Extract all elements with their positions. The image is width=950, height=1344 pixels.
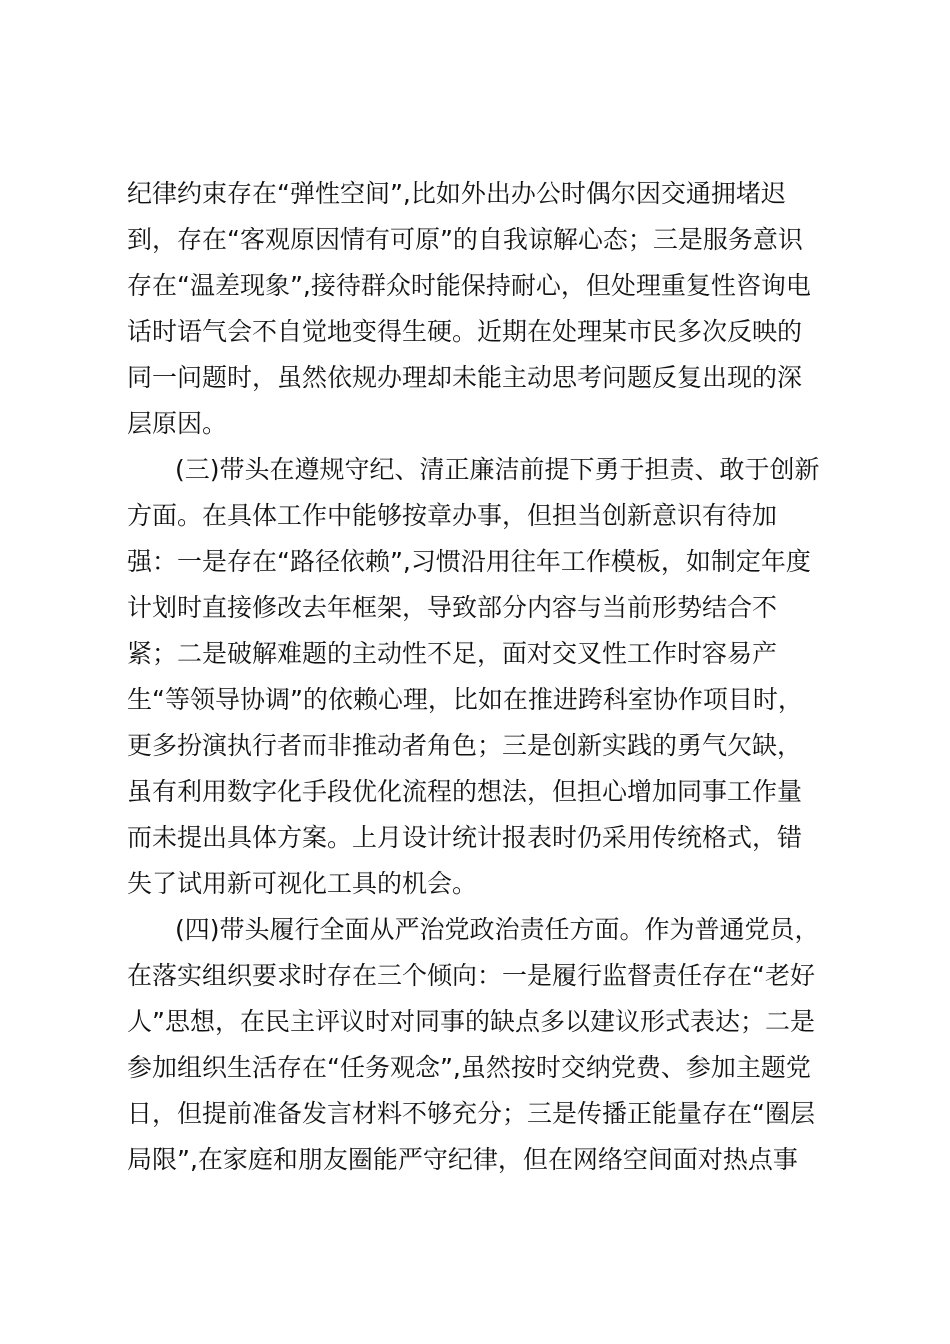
text-line: 日，但提前准备发言材料不够充分；三是传播正能量存在“圈层	[127, 1099, 815, 1128]
text-line: 虽有利用数字化手段优化流程的想法，但担心增加同事工作量	[127, 777, 803, 806]
text-line: 人”思想，在民主评议时对同事的缺点多以建议形式表达；二是	[127, 1007, 815, 1036]
text-line: 方面。在具体工作中能够按章办事，但担当创新意识有待加	[127, 501, 778, 530]
text-line: 更多扮演执行者而非推动者角色；三是创新实践的勇气欠缺，	[127, 731, 803, 760]
text-line: 而未提出具体方案。上月设计统计报表时仍采用传统格式，错	[127, 823, 803, 852]
text-line: 话时语气会不自觉地变得生硬。近期在处理某市民多次反映的	[127, 317, 803, 346]
text-line: 层原因。	[127, 409, 228, 438]
text-line: 到，存在“客观原因情有可原”的自我谅解心态；三是服务意识	[127, 225, 803, 254]
section-heading-line: (四)带头履行全面从严治党政治责任方面。作为普通党员，	[175, 915, 820, 944]
text-line: 参加组织生活存在“任务观念”,虽然按时交纳党费、参加主题党	[127, 1053, 811, 1082]
text-line: 局限”,在家庭和朋友圈能严守纪律，但在网络空间面对热点事	[127, 1145, 798, 1174]
text-line: 存在“温差现象”,接待群众时能保持耐心，但处理重复性咨询电	[127, 271, 811, 300]
section-heading-line: (三)带头在遵规守纪、清正廉洁前提下勇于担责、敢于创新	[175, 455, 820, 484]
text-line: 紧；二是破解难题的主动性不足，面对交叉性工作时容易产	[127, 639, 778, 668]
text-line: 在落实组织要求时存在三个倾向：一是履行监督责任存在“老好	[127, 961, 815, 990]
text-line: 失了试用新可视化工具的机会。	[127, 869, 478, 898]
text-line: 强：一是存在“路径依赖”,习惯沿用往年工作模板，如制定年度	[127, 547, 811, 576]
text-line: 生“等领导协调”的依赖心理，比如在推进跨科室协作项目时，	[127, 685, 803, 714]
text-line: 同一问题时，虽然依规办理却未能主动思考问题反复出现的深	[127, 363, 803, 392]
text-line: 计划时直接修改去年框架，导致部分内容与当前形势结合不	[127, 593, 778, 622]
text-line: 纪律约束存在“弹性空间”,比如外出办公时偶尔因交通拥堵迟	[127, 179, 786, 208]
